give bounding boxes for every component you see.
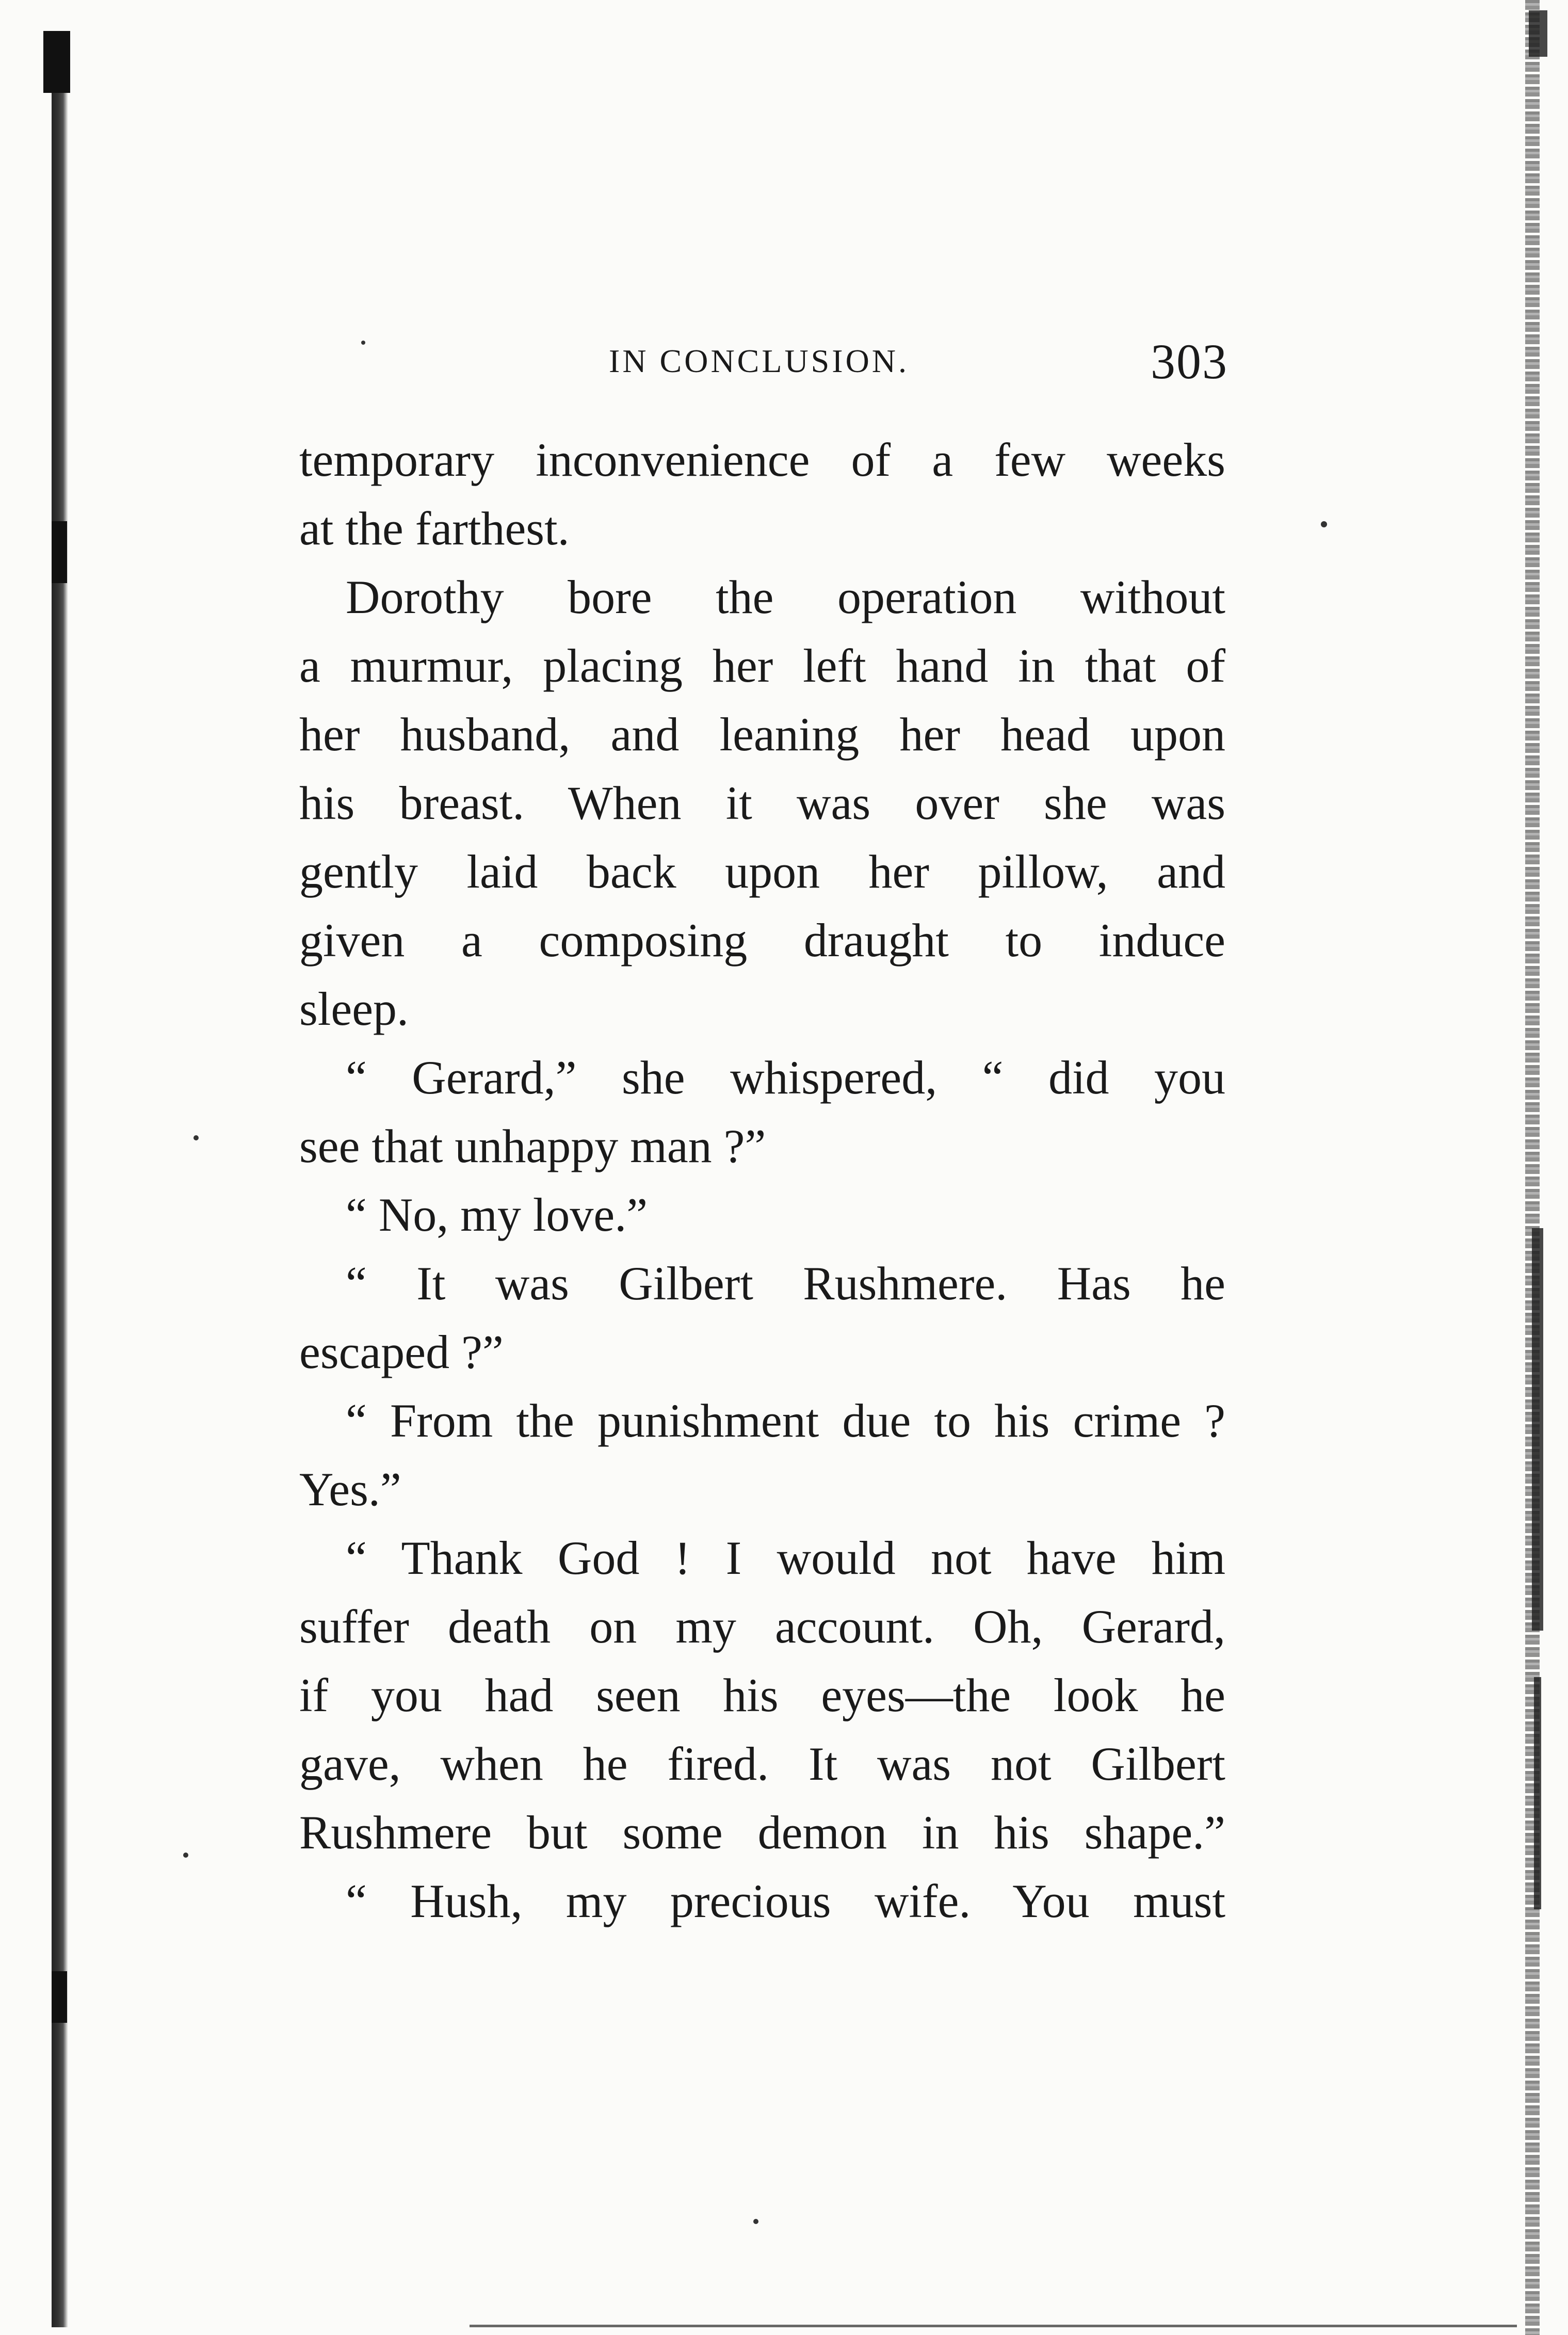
text-line: her husband, and leaning her head upon	[299, 708, 1225, 761]
text-line: Dorothy bore the operation without	[346, 571, 1225, 623]
text-line: given a composing draught to induce	[299, 914, 1225, 967]
body-text	[299, 426, 1225, 1936]
text-line: temporary inconvenience of a few weeks	[299, 433, 1225, 486]
text-line: “ No, my love.”	[346, 1188, 648, 1241]
ink-speck	[753, 2219, 758, 2224]
text-line: “ Thank God ! I would not have him	[346, 1532, 1225, 1584]
text-line: sleep.	[299, 983, 409, 1035]
binding-mark	[52, 521, 67, 583]
ink-speck	[183, 1853, 188, 1858]
text-line: escaped ?”	[299, 1326, 504, 1378]
text-line: see that unhappy man ?”	[299, 1120, 766, 1172]
text-line: at the farthest.	[299, 502, 570, 555]
text-line: “ Gerard,” she whispered, “ did you	[346, 1051, 1225, 1104]
text-line: Rushmere but some demon in his shape.”	[299, 1806, 1225, 1859]
text-line: gently laid back upon her pillow, and	[299, 845, 1225, 898]
text-line: “ From the punishment due to his crime ?	[346, 1394, 1225, 1447]
ink-speck	[193, 1135, 199, 1140]
running-head	[299, 333, 1228, 390]
bottom-edge-line	[470, 2325, 1517, 2327]
text-line: “ It was Gilbert Rushmere. Has he	[346, 1257, 1225, 1310]
text-line: if you had seen his eyes—the look he	[299, 1669, 1225, 1721]
text-line: suffer death on my account. Oh, Gerard,	[299, 1600, 1225, 1653]
ink-speck	[1321, 521, 1327, 527]
right-edge-shadow	[1532, 1228, 1543, 1631]
text-line: his breast. When it was over she was	[299, 777, 1225, 829]
running-head-title: IN CONCLUSION.	[609, 343, 909, 379]
text-line: a murmur, placing her left hand in that of	[299, 639, 1225, 692]
text-line: “ Hush, my precious wife. You must	[346, 1875, 1225, 1927]
text-line: Yes.”	[299, 1463, 401, 1516]
right-edge-shadow	[1529, 10, 1547, 57]
binding-mark	[43, 31, 70, 93]
binding-mark	[52, 1971, 67, 2023]
right-edge-shadow	[1534, 1677, 1541, 1909]
text-line: gave, when he fired. It was not Gilbert	[299, 1737, 1225, 1790]
right-page-edge	[1525, 0, 1540, 2335]
page-number: 303	[1151, 334, 1228, 389]
